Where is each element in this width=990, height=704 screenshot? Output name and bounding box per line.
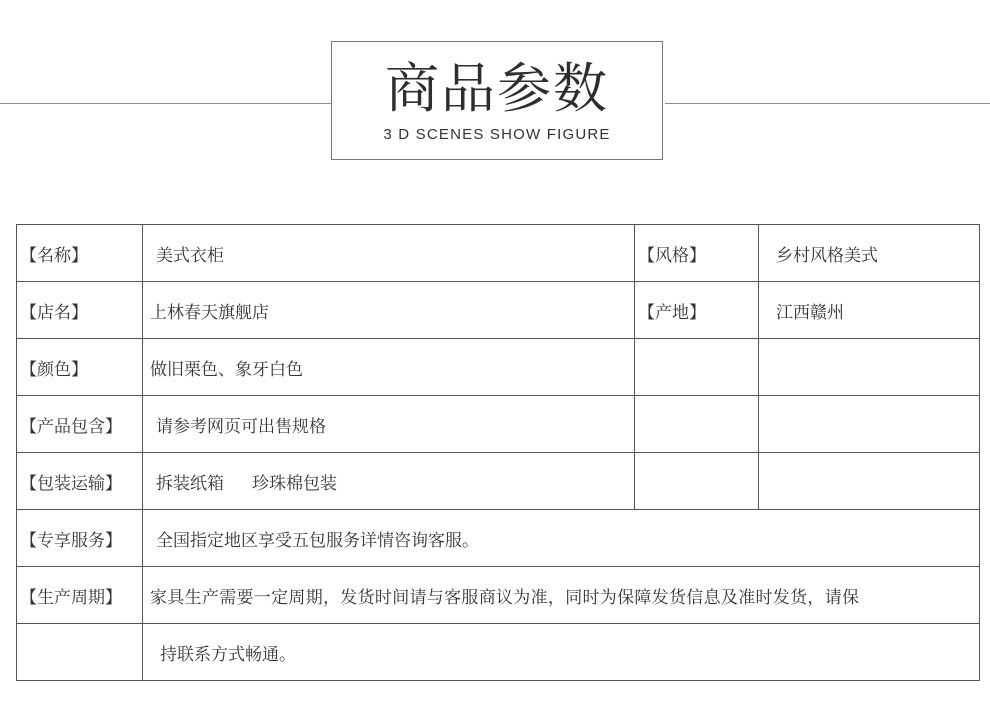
color-value: 做旧栗色、象牙白色 — [143, 339, 635, 396]
empty-cell — [635, 339, 759, 396]
table-row — [17, 510, 980, 567]
table-row — [17, 282, 980, 339]
page-subtitle: 3 D SCENES SHOW FIGURE — [383, 126, 611, 143]
store-value: 上林春天旗舰店 — [143, 282, 635, 339]
origin-value: 江西赣州 — [759, 282, 980, 339]
table-row — [17, 225, 980, 282]
empty-cell — [759, 339, 980, 396]
packaging-value-carton: 拆装纸箱 — [156, 473, 224, 494]
color-label: 【颜色】 — [17, 339, 143, 396]
page-title: 商品参数 — [385, 57, 609, 120]
spec-table — [16, 224, 980, 681]
empty-cell — [759, 453, 980, 510]
title-box — [331, 41, 663, 160]
table-row — [17, 624, 980, 681]
cycle-label: 【生产周期】 — [17, 567, 143, 624]
table-row — [17, 453, 980, 510]
cycle-value-line1: 家具生产需要一定周期，发货时间请与客服商议为准，同时为保障发货信息及准时发货，请保 — [143, 567, 980, 624]
header-divider-left — [0, 103, 331, 104]
includes-value: 请参考网页可出售规格 — [143, 396, 635, 453]
includes-label: 【产品包含】 — [17, 396, 143, 453]
empty-cell — [759, 396, 980, 453]
table-row — [17, 396, 980, 453]
store-label: 【店名】 — [17, 282, 143, 339]
origin-label: 【产地】 — [635, 282, 759, 339]
cycle-value-line2: 持联系方式畅通。 — [143, 624, 980, 681]
name-value: 美式衣柜 — [143, 225, 635, 282]
table-row — [17, 339, 980, 396]
service-value: 全国指定地区享受五包服务详情咨询客服。 — [143, 510, 980, 567]
style-label: 【风格】 — [635, 225, 759, 282]
empty-cell — [635, 396, 759, 453]
empty-cell — [17, 624, 143, 681]
table-row — [17, 567, 980, 624]
style-value: 乡村风格美式 — [759, 225, 980, 282]
empty-cell — [635, 453, 759, 510]
packaging-value-foam: 珍珠棉包装 — [252, 473, 337, 494]
packaging-label: 【包装运输】 — [17, 453, 143, 510]
header-divider-right — [665, 103, 990, 104]
service-label: 【专享服务】 — [17, 510, 143, 567]
name-label: 【名称】 — [17, 225, 143, 282]
packaging-value — [143, 453, 635, 510]
